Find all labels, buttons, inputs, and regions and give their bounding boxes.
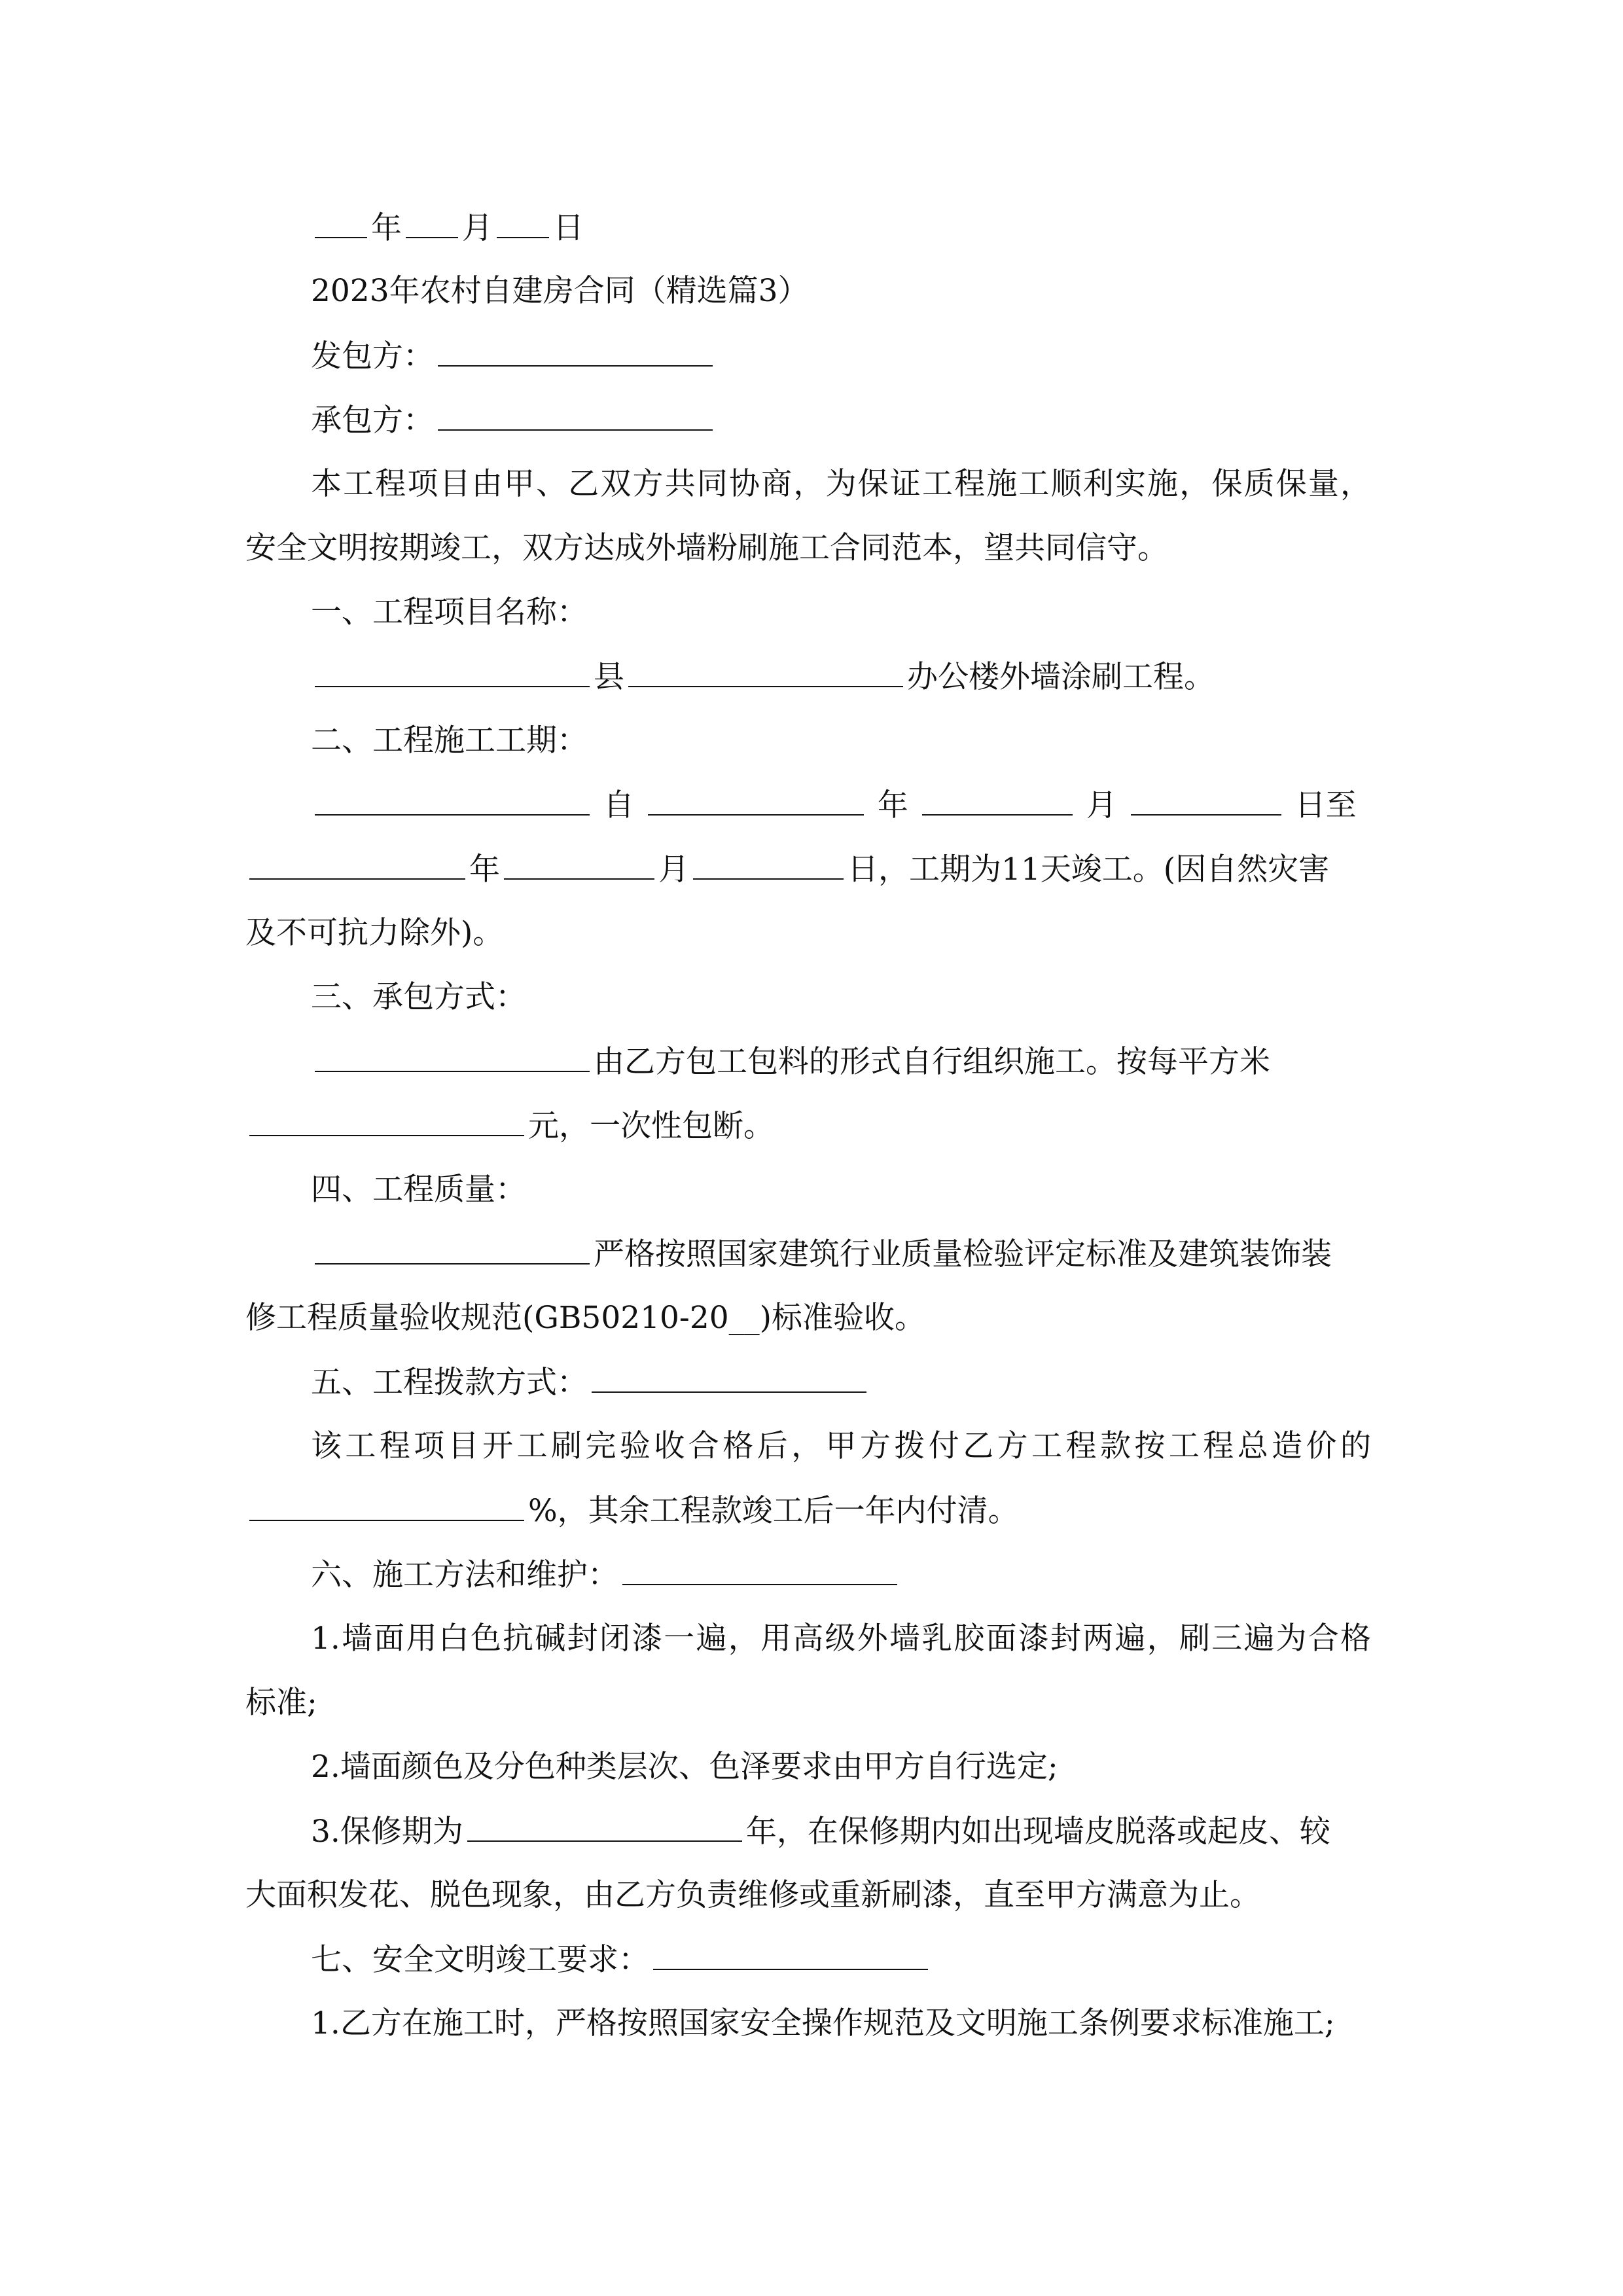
start-year-label: 年 xyxy=(877,787,908,823)
county-label: 县 xyxy=(594,659,624,695)
section-2-period-line-2 xyxy=(245,850,1371,889)
party-a-label: 发包方： xyxy=(311,338,434,374)
section-7-item-1: 1.乙方在施工时，严格按照国家安全操作规范及文明施工条例要求标准施工; xyxy=(311,2005,1335,2041)
end-year-label: 年 xyxy=(469,852,500,888)
payment-method-blank[interactable] xyxy=(592,1363,866,1393)
section-4-text-2: 修工程质量验收规范(GB50210-20__)标准验收。 xyxy=(245,1300,925,1336)
section-5-text: 该工程项目开工刷完验收合格后，甲方拨付乙方工程款按工程总造价的 xyxy=(311,1428,1371,1464)
section-3-text xyxy=(311,1042,1371,1082)
section-2-period-line-1 xyxy=(311,785,1371,825)
unit-price-blank[interactable] xyxy=(249,1106,524,1136)
document-title: 2023年农村自建房合同（精选篇3） xyxy=(311,273,809,309)
start-month-blank[interactable] xyxy=(922,785,1073,816)
section-5-label: 五、工程拨款方式： xyxy=(311,1365,588,1401)
section-3-title: 三、承包方式： xyxy=(311,979,526,1015)
section-7-title xyxy=(311,1940,1371,1980)
project-location-blank[interactable] xyxy=(315,657,590,687)
intro-paragraph-line-2: 安全文明按期竣工，双方达成外墙粉刷施工合同范本，望共同信守。 xyxy=(245,530,1168,566)
payment-percent-text: %，其余工程款竣工后一年内付清。 xyxy=(528,1493,1019,1529)
section-4-text xyxy=(311,1234,1371,1274)
section-1-content xyxy=(311,657,1371,697)
intro-paragraph-line-1: 本工程项目由甲、乙双方共同协商，为保证工程施工顺利实施，保质保量， xyxy=(311,466,1371,502)
section-6-item-3-cont: 大面积发花、脱色现象，由乙方负责维修或重新刷漆，直至甲方满意为止。 xyxy=(245,1877,1260,1913)
contract-type-blank[interactable] xyxy=(315,1042,590,1072)
section-5-title xyxy=(311,1363,1371,1403)
start-month-label: 月 xyxy=(1086,787,1117,823)
party-a-blank[interactable] xyxy=(438,336,713,367)
end-month-blank[interactable] xyxy=(504,850,654,880)
section-6-item-1: 1.墙面用白色抗碱封闭漆一遍，用高级外墙乳胶面漆封两遍，刷三遍为合格 xyxy=(311,1621,1371,1657)
date-line xyxy=(311,208,1371,248)
duration-text: 日，工期为11天竣工。(因自然灾害 xyxy=(847,852,1330,888)
section-6-title xyxy=(311,1555,1371,1595)
warranty-text: 年，在保修期内如出现墙皮脱落或起皮、较 xyxy=(745,1814,1330,1850)
quality-blank[interactable] xyxy=(315,1234,590,1265)
end-month-label: 月 xyxy=(658,852,689,888)
warranty-years-blank[interactable] xyxy=(467,1812,742,1842)
section-1-title: 一、工程项目名称： xyxy=(311,594,588,630)
month-label: 月 xyxy=(462,210,493,246)
section-7-label: 七、安全文明竣工要求： xyxy=(311,1942,649,1978)
party-a-line xyxy=(311,336,1371,376)
project-name-blank[interactable] xyxy=(628,657,903,687)
month-blank[interactable] xyxy=(406,208,458,238)
start-day-to-label: 日至 xyxy=(1294,787,1357,823)
section-6-item-3 xyxy=(311,1812,1371,1852)
section-4-title: 四、工程质量： xyxy=(311,1172,526,1208)
section-6-item-2: 2.墙面颜色及分色种类层次、色泽要求由甲方自行选定; xyxy=(311,1749,1058,1785)
unit-price-text: 元，一次性包断。 xyxy=(528,1108,774,1144)
section-3-price xyxy=(245,1106,1371,1146)
party-b-label: 承包方： xyxy=(311,403,434,439)
start-year-blank[interactable] xyxy=(648,785,864,816)
section-2-note: 及不可抗力除外)。 xyxy=(245,915,504,951)
section-6-item-1-cont: 标准; xyxy=(245,1685,317,1721)
warranty-label: 3.保修期为 xyxy=(311,1814,463,1850)
end-year-blank[interactable] xyxy=(249,850,465,880)
project-label: 办公楼外墙涂刷工程。 xyxy=(907,659,1215,695)
quality-text: 严格按照国家建筑行业质量检验评定标准及建筑装饰装 xyxy=(594,1236,1332,1272)
end-day-blank[interactable] xyxy=(693,850,844,880)
year-blank[interactable] xyxy=(315,208,367,238)
contract-type-text: 由乙方包工包料的形式自行组织施工。按每平方米 xyxy=(594,1044,1270,1080)
party-b-line xyxy=(311,401,1371,440)
day-label: 日 xyxy=(553,210,584,246)
year-label: 年 xyxy=(371,210,402,246)
section-6-label: 六、施工方法和维护： xyxy=(311,1557,618,1593)
section-2-title: 二、工程施工工期： xyxy=(311,723,588,759)
section-5-text-2 xyxy=(245,1491,1371,1531)
start-blank[interactable] xyxy=(315,785,590,816)
party-b-blank[interactable] xyxy=(438,401,713,431)
from-label: 自 xyxy=(603,787,634,823)
safety-blank[interactable] xyxy=(653,1940,928,1970)
payment-percent-blank[interactable] xyxy=(249,1491,524,1521)
day-blank[interactable] xyxy=(497,208,549,238)
start-day-blank[interactable] xyxy=(1131,785,1281,816)
method-blank[interactable] xyxy=(622,1555,897,1585)
